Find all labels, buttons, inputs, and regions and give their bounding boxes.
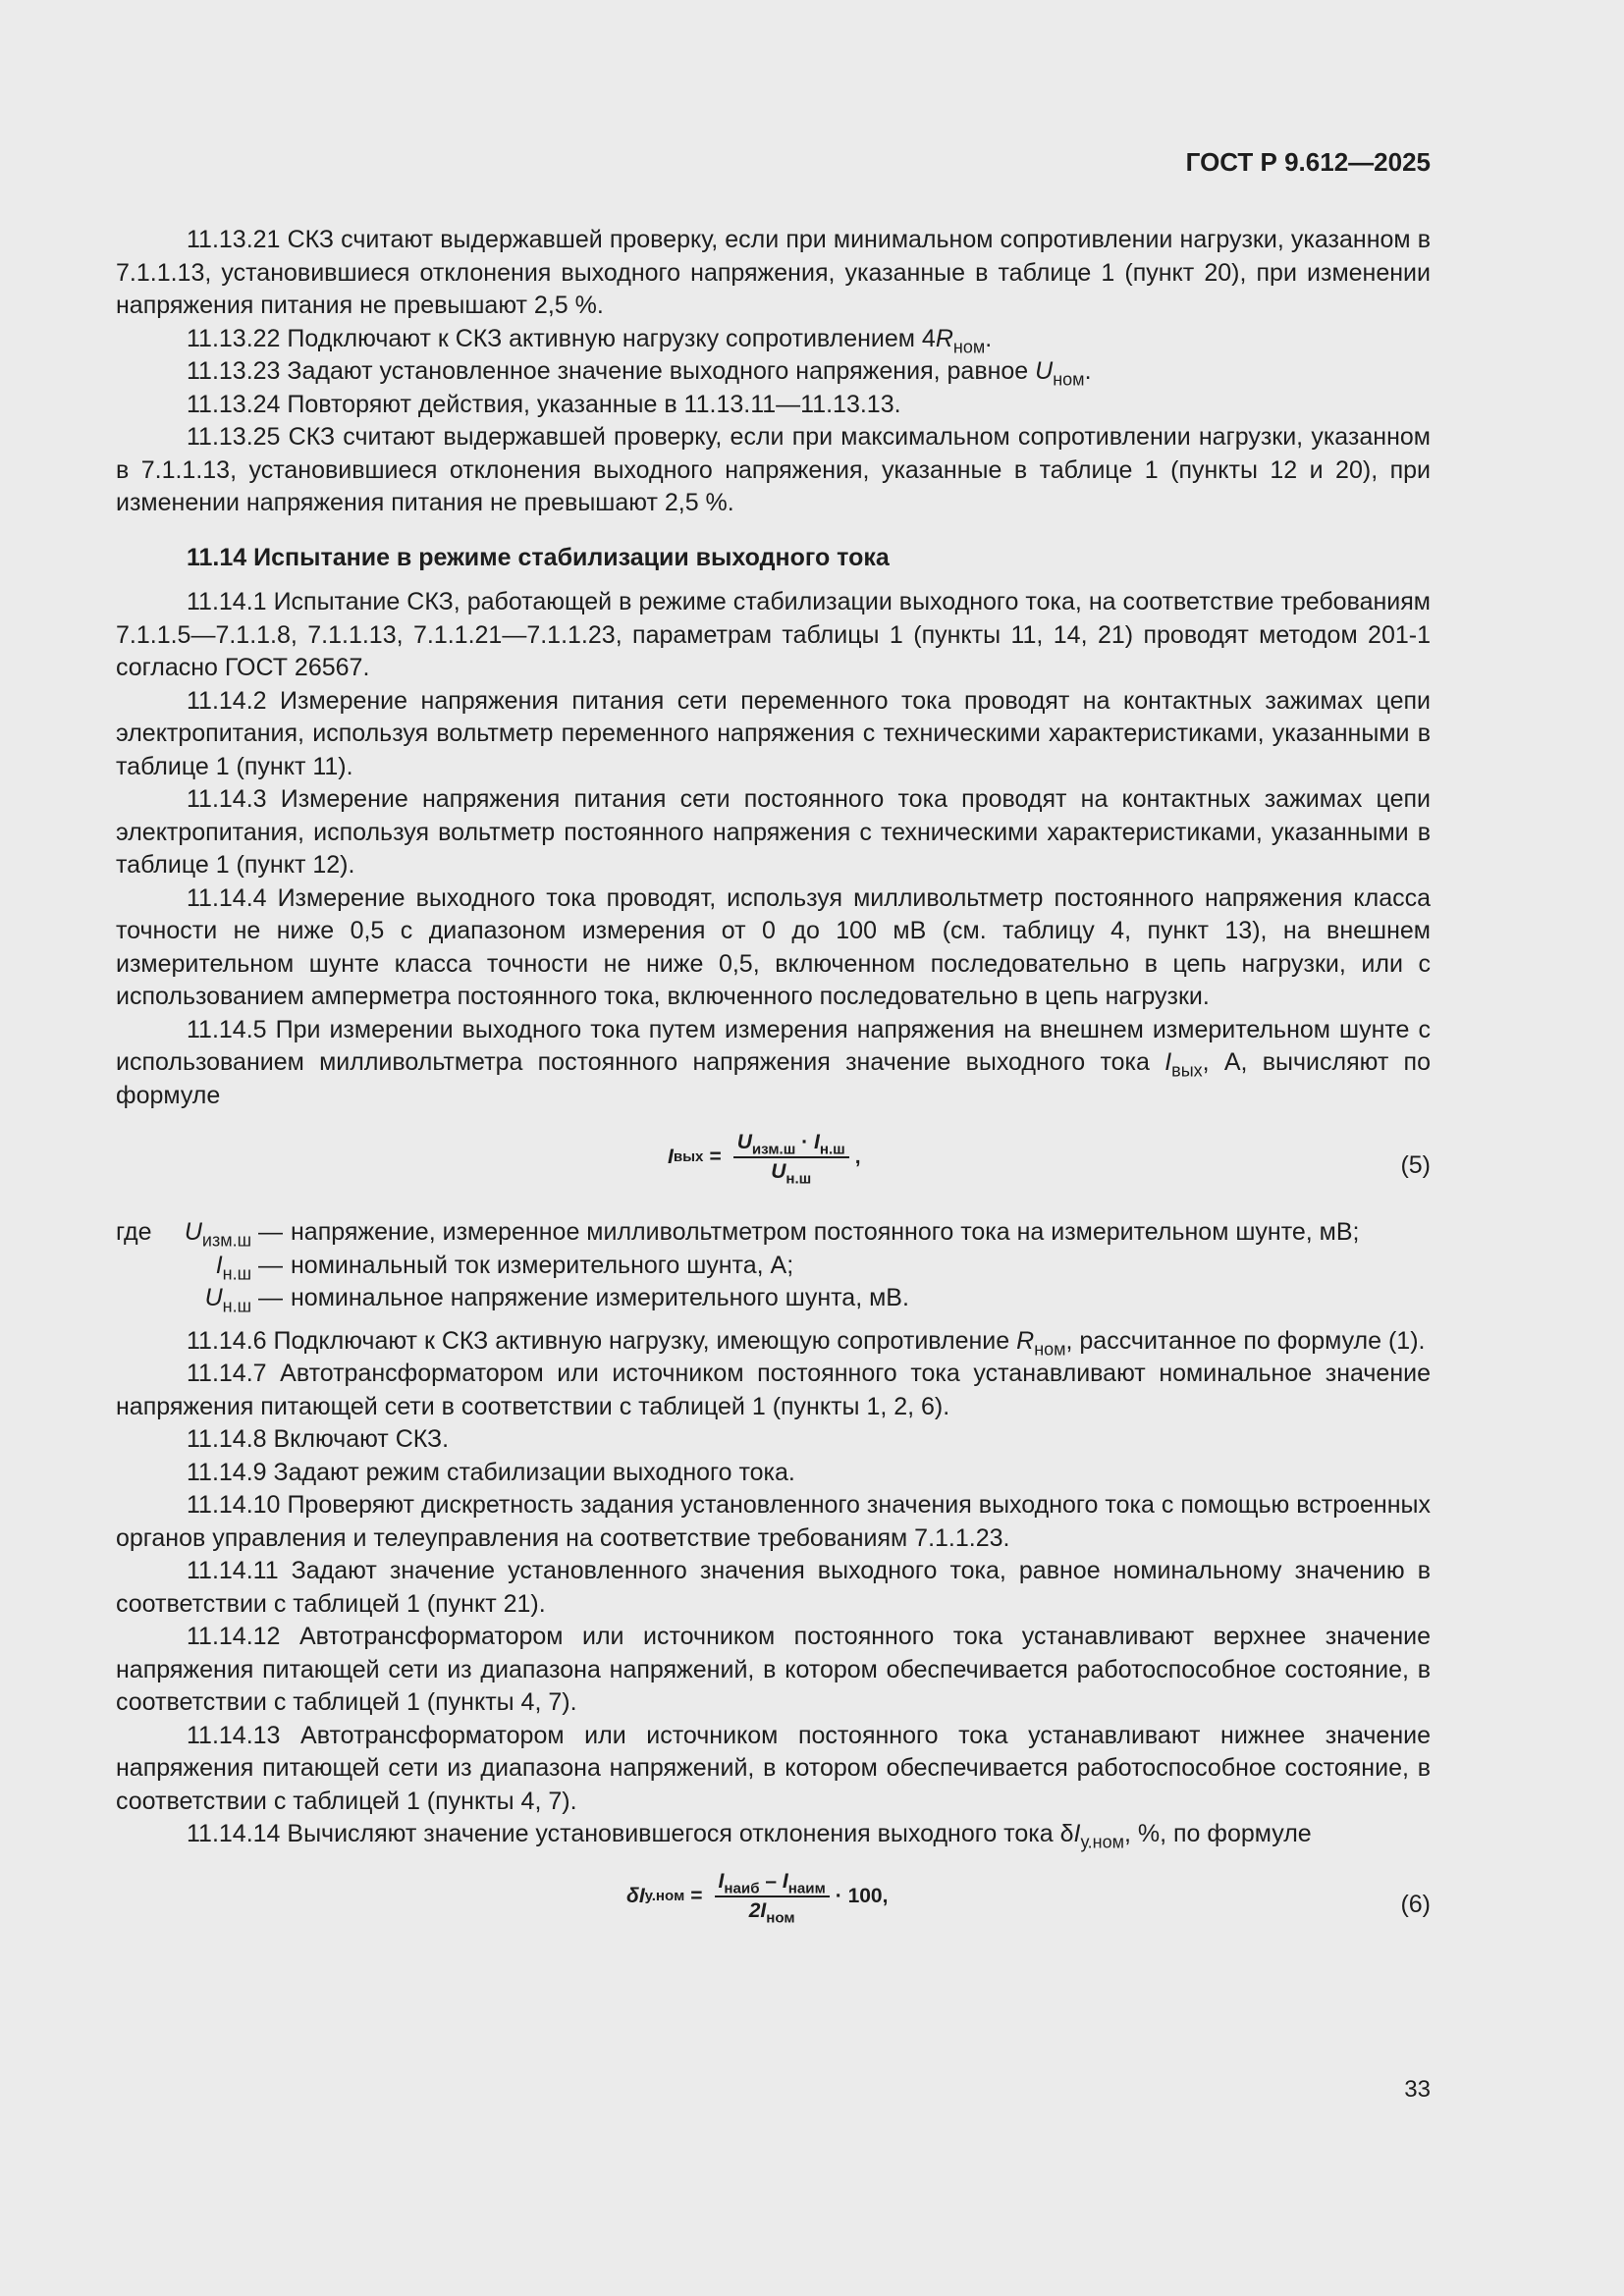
clause-11-14-10: 11.14.10 Проверяют дискретность задания установленного значения выходного тока с помощью встроенных органов управления и телеуправления на соответствие требованиям 7.1.1.23.: [116, 1491, 1431, 1552]
clause-11-13-24: 11.13.24 Повторяют действия, указанные в 11.13.11—11.13.13.: [187, 390, 901, 418]
where-description: номинальное напряжение измерительного шунта, мВ.: [291, 1284, 909, 1311]
page-number: 33: [1404, 2076, 1431, 2103]
clause-11-13-23: 11.13.23 Задают установленное значение выходного напряжения, равное $U_{ном}$.: [187, 357, 1092, 390]
clause-11-14-8: 11.14.8 Включают СКЗ.: [187, 1425, 450, 1453]
formula-6-fraction: $\frac{I_{наиб} - I_{наим}}{2I_{ном}}$: [715, 1869, 830, 1924]
page-body: [116, 224, 1431, 1955]
document-id: ГОСТ Р 9.612—2025: [1185, 147, 1431, 177]
clause-11-14-13: 11.14.13 Автотрансформатором или источником постоянного тока устанавливают нижнее значение напряжения питающей сети из диапазона напряжений, в котором обеспечивается работоспособное состояние, в соответствии с таблицей 1 (пункты 4, 7).: [116, 1721, 1431, 1815]
clause-11-14-14: 11.14.14 Вычисляют значение установившегося отклонения выходного тока $\delta I_{у.ном}$, %, по формуле: [187, 1820, 1312, 1852]
clause-11-14-1: 11.14.1 Испытание СКЗ, работающей в режиме стабилизации выходного тока, на соответствие требованиям 7.1.1.5—7.1.1.8, 7.1.1.13, 7.1.1.21—7.1.1.23, параметрам таблицы 1 (пункты 11, 14, 21) проводят методом 201-1 согласно ГОСТ 26567.: [116, 588, 1431, 681]
clause-11-14-5: 11.14.5 При измерении выходного тока путем измерения напряжения на внешнем измерительном шунте с использованием милливольтметра постоянного напряжения значение выходного тока $I_{вых}$, А, вычисляют по формуле: [116, 1015, 1431, 1109]
clause-11-14-6: 11.14.6 Подключают к СКЗ активную нагрузку, имеющую сопротивление $R_{ном}$, рассчитанное по формуле (1).: [187, 1326, 1426, 1359]
clause-11-14-7: 11.14.7 Автотрансформатором или источником постоянного тока устанавливают номинальное значение напряжения питающей сети в соответствии с таблицей 1 (пункты 1, 2, 6).: [116, 1360, 1431, 1420]
where-legend: [116, 1216, 1431, 1315]
clause-11-13-22: 11.13.22 Подключают к СКЗ активную нагрузку сопротивлением $4R_{ном}$.: [187, 324, 993, 356]
section-heading: 11.14 Испытание в режиме стабилизации выходного тока: [187, 543, 890, 571]
formula-6: [116, 1869, 1431, 1946]
clause-11-14-11: 11.14.11 Задают значение установленного значения выходного тока, равное номинальному значению в соответствии с таблицей 1 (пункт 21).: [116, 1557, 1431, 1618]
clause-11-14-3: 11.14.3 Измерение напряжения питания сети постоянного тока проводят на контактных зажимах цепи электропитания, используя вольтметр постоянного напряжения с техническими характеристиками, указанными в таблице 1 (пункт 12).: [116, 785, 1431, 879]
formula-6-number: (6): [1400, 1890, 1431, 1918]
clause-11-14-9: 11.14.9 Задают режим стабилизации выходного тока.: [187, 1458, 795, 1486]
formula-6-expression: δI у.ном = $\frac{I_{наиб} - I_{наим}}{2I_{ном}}$ · 100,: [626, 1869, 889, 1926]
clause-11-13-25: 11.13.25 СКЗ считают выдержавшей проверку, если при максимальном сопротивлении нагрузки, указанном в 7.1.1.13, установившиеся отклонения выходного напряжения, указанные в таблице 1 (пункты 12 и 20), при изменении напряжения питания не превышают 2,5 %.: [116, 423, 1431, 516]
where-description: напряжение, измеренное милливольтметром постоянного тока на измерительном шунте, мВ;: [291, 1218, 1360, 1246]
clause-11-14-2: 11.14.2 Измерение напряжения питания сети переменного тока проводят на контактных зажимах цепи электропитания, используя вольтметр переменного напряжения с техническими характеристиками, указанными в таблице 1 (пункт 11).: [116, 686, 1431, 780]
formula-5-number: (5): [1400, 1151, 1431, 1179]
where-symbol: $U_{н.ш}$ —: [204, 1284, 283, 1316]
where-symbol: $I_{н.ш}$ —: [215, 1251, 283, 1283]
where-symbol: где $U_{изм.ш}$ —: [116, 1218, 283, 1251]
where-description: номинальный ток измерительного шунта, А;: [291, 1251, 794, 1279]
formula-5: [116, 1130, 1431, 1206]
clause-11-14-12: 11.14.12 Автотрансформатором или источником постоянного тока устанавливают верхнее значение напряжения питающей сети из диапазона напряжений, в котором обеспечивается работоспособное состояние, в соответствии с таблицей 1 (пункты 4, 7).: [116, 1623, 1431, 1716]
formula-5-fraction: $\frac{U_{изм.ш} \cdot I_{н.ш}}{U_{н.ш}}$: [733, 1130, 849, 1185]
formula-5-expression: I вых = $\frac{U_{изм.ш} \cdot I_{н.ш}}{U_{н.ш}}$ ,: [668, 1131, 861, 1188]
clause-11-13-21: 11.13.21 СКЗ считают выдержавшей проверку, если при минимальном сопротивлении нагрузки, указанном в 7.1.1.13, установившиеся отклонения выходного напряжения, указанные в таблице 1 (пункт 20), при изменении напряжения питания не превышают 2,5 %.: [116, 226, 1431, 319]
clause-11-14-4: 11.14.4 Измерение выходного тока проводят, используя милливольтметр постоянного напряжения класса точности не ниже 0,5 с диапазоном измерения от 0 до 100 мВ (см. таблицу 4, пункт 13), на внешнем измерительном шунте класса точности не ниже 0,5, включенном последовательно в цепь нагрузки, или с использованием амперметра постоянного тока, включенного последовательно в цепь нагрузки.: [116, 883, 1431, 1010]
